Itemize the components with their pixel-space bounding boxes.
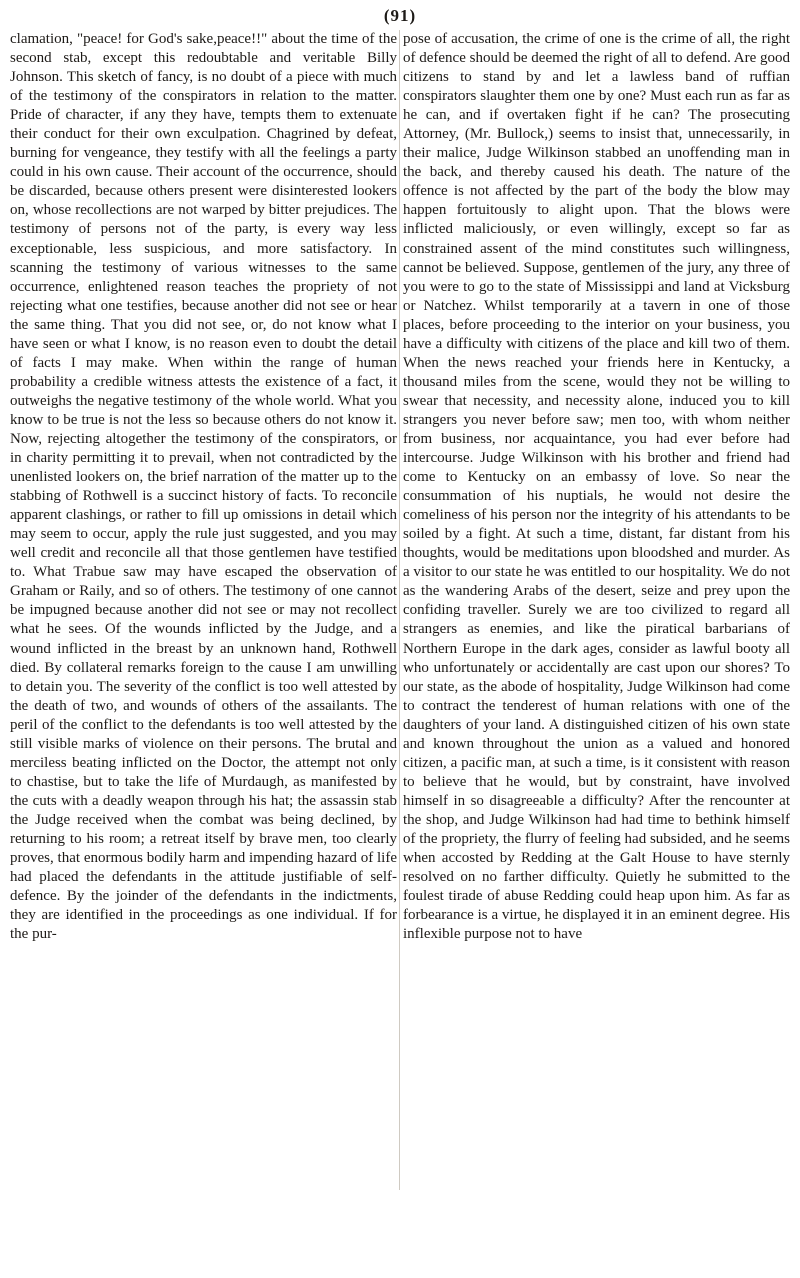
column-divider (399, 30, 400, 1190)
left-column-text: clamation, "peace! for God's sake,peace!!" about the time of the second stab, except this redoubtable and veritable Billy Johnson. This sketch of fancy, is no doubt of a piece with much of the testimony of the conspirators in relation to the matter. Pride of character, if any they have, tempts them to extenuate their conduct for their own exculpation. Chagrined by defeat, burning for vengeance, they testify with all the feelings a party could in his own cause. Their account of the occurrence, should be discarded, because others present were disinterested lookers on, whose recollections are not warped by bitter prejudices. The testimony of persons not of the party, is every way less exceptionable, less suspicious, and more satisfactory. In scanning the testimony of various witnesses to the same occurrence, enlightened reason teaches the propriety of not rejecting what one testifies, because another did not see or hear the same thing. That you did not see, or, do not know what I have seen or what I know, is no reason even to doubt the detail of facts I may make. When within the range of human probability a credible witness attests the existence of a fact, it outweighs the negative testimony of the whole world. What you know to be true is not the less so because others do not know it. Now, rejecting altogether the testimony of the conspirators, or in charity permitting it to prevail, when not contradicted by the unenlisted lookers on, the brief narration of the matter up to the stabbing of Rothwell is a succinct history of facts. To reconcile apparent clashings, or rather to fill up omissions in detail which may seem to occur, apply the rule just suggested, and you may well credit and reconcile all that those gentlemen have testified to. What Trabue saw may have escaped the observation of Graham or Raily, and so of others. The testimony of one cannot be impugned because another did not see or may not recollect what he sees. Of the wounds inflicted by the Judge, and a wound inflicted in the breast by an unknown hand, Rothwell died. By collateral remarks foreign to the cause I am unwilling to detain you. The severity of the conflict is too well attested by the death of two, and wounds of others of the assailants. The peril of the conflict to the defendants is too well attested by the still visible marks of violence on their persons. The brutal and merciless beating inflicted on the Doctor, the attempt not only to chastise, but to take the life of Murdaugh, as manifested by the cuts with a deadly weapon through his hat; the assassin stab the Judge received when the combat was being declined, by returning to his room; a retreat itself by brave men, too clearly proves, that enormous bodily harm and impending hazard of life had placed the defendants in the attitude justifiable of self-defence. By the joinder of the defendants in the indictments, they are identified in the proceedings as one individual. If for the pur- (10, 31, 397, 943)
page-number: (91) (383, 6, 417, 25)
right-column-text: pose of accusation, the crime of one is the crime of all, the right of defence should be deemed the right of all to defend. Are good citizens to stand by and let a lawless band of ruffian conspirators slaughter them one by one? Must each run as far as he can, and if overtaken fight if he can? The prosecuting Attorney, (Mr. Bullock,) seems to insist that, unnecessarily, in their malice, Judge Wilkinson stabbed an unoffending man in the back, and thereby caused his death. The nature of the offence is not affected by the part of the body the blow may happen fortuitously to alight upon. That the blows were inflicted maliciously, or even willingly, except so far as constrained assent of the mind constitutes such willingness, cannot be believed. Suppose, gentlemen of the jury, any three of you were to go to the state of Mississippi and land at Vicksburg or Natchez. Whilst temporarily at a tavern in one of those places, before proceeding to the interior on your business, you have a difficulty with citizens of the place and kill two of them. When the news reached your friends here in Kentucky, a thousand miles from the scene, would they not be willing to swear that necessity, and necessity alone, induced you to kill strangers you never before saw; men too, with whom neither from business, nor acquaintance, you had ever before had intercourse. Judge Wilkinson with his brother and friend had come to Kentucky on an embassy of love. So near the consummation of his nuptials, he would not desire the comeliness of his person nor the integrity of his attendants to be soiled by a fight. At such a time, distant, far distant from his thoughts, would be meditations upon bloodshed and murder. As a visitor to our state he was entitled to our hospitality. We do not as the wandering Arabs of the desert, seize and prey upon the confiding traveller. Surely we are too civilized to regard all strangers as enemies, and like the piratical barbarians of Northern Europe in the dark ages, consider as lawful booty all who unfortunately or accidentally are cast upon our shores? To our state, as the abode of hospitality, Judge Wilkinson had come to contract the tenderest of human relations with one of the daughters of your land. A distinguished citizen of his own state and known throughout the union as a valued and honored citizen, a pacific man, at such a time, is it consistent with reason to believe that he would, but by constraint, have involved himself in so disagreeable a difficulty? After the rencounter at the shop, and Judge Wilkinson had had time to bethink himself of the propriety, the flurry of feeling had subsided, and he seems when accosted by Redding at the Galt House to have sternly resolved on no farther difficulty. Quietly he submitted to the foulest tirade of abuse Redding could heap upon him. As far as forbearance is a virtue, he displayed it in an eminent degree. His inflexible purpose not to have (403, 31, 790, 943)
